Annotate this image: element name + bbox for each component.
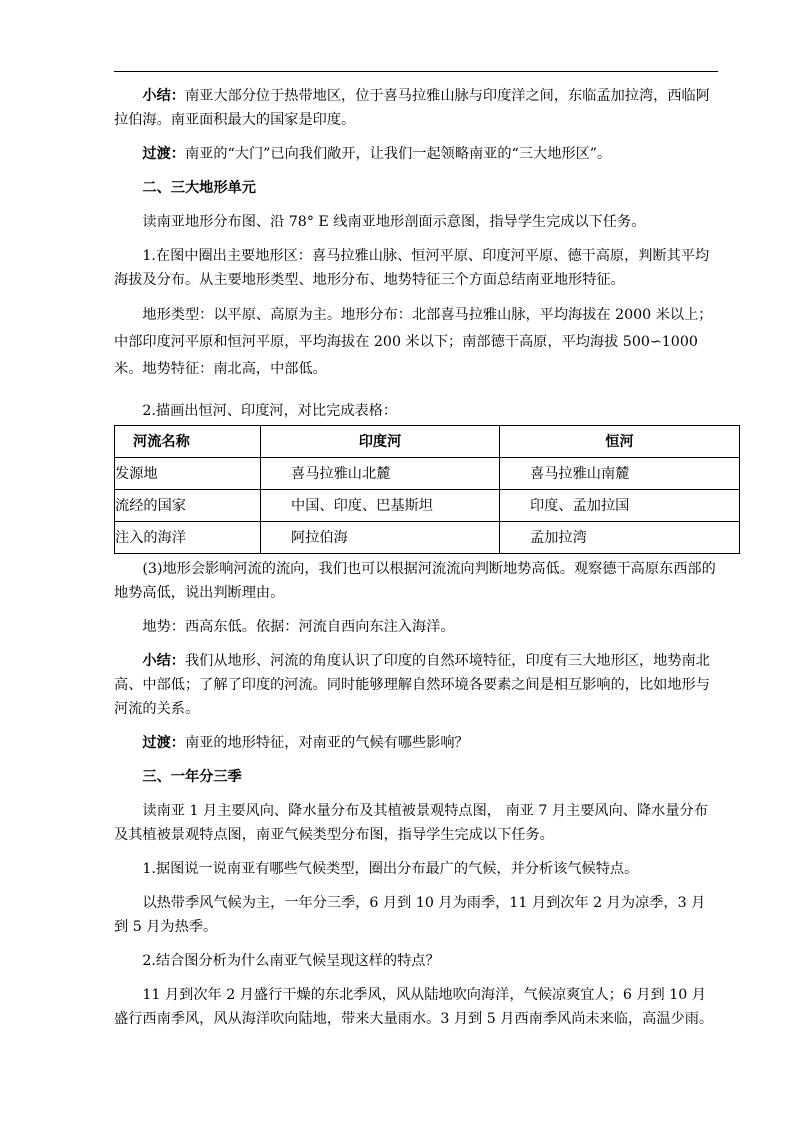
terrain-task-3: (3)地形会影响河流的流向，我们也可以根据河流流向判断地势高低。观察德干高原东西部的地势高低，说出判断理由。 xyxy=(114,561,716,601)
header-rule xyxy=(114,71,718,72)
climate-task-2: 2.结合图分析为什么南亚气候呈现这样的特点？ xyxy=(142,953,440,969)
terrain-intro: 读南亚地形分布图、沿 78° E 线南亚地形剖面示意图，指导学生完成以下任务。 xyxy=(142,214,646,230)
table-header-cell: 河流名称 xyxy=(115,426,261,458)
summary-paragraph xyxy=(114,84,718,132)
transition-label: 过渡： xyxy=(142,146,185,162)
table-cell: 阿拉伯海 xyxy=(261,522,500,554)
table-cell: 喜马拉雅山南麓 xyxy=(500,458,740,490)
table-row xyxy=(115,458,740,490)
climate-task-1: 1.据图说一说南亚有哪些气候类型，圈出分布最广的气候，并分析该气候特点。 xyxy=(142,861,639,877)
table-cell: 喜马拉雅山北麓 xyxy=(261,458,500,490)
summary-label: 小结： xyxy=(142,88,185,104)
terrain-answer-3: 地势：西高东低。依据：河流自西向东注入海洋。 xyxy=(142,619,455,635)
summary-text: 南亚大部分位于热带地区，位于喜马拉雅山脉与印度洋之间，东临孟加拉湾，西临阿拉伯海。南亚面积最大的国家是印度。 xyxy=(114,88,710,128)
summary-text: 我们从地形、河流的角度认识了印度的自然环境特征，印度有三大地形区，地势南北高、中部低；了解了印度的河流。同时能够理解自然环境各要素之间是相互影响的，比如地形与河流的关系。 xyxy=(114,653,710,717)
terrain-answer-1: 地形类型：以平原、高原为主。地形分布：北部喜马拉雅山脉，平均海拔在 2000 米以上；中部印度河平原和恒河平原，平均海拔在 200 米以下；南部德干高原，平均海拔 500∽1000 米。地势特征：南北高，中部低。 xyxy=(114,307,713,377)
table-cell: 流经的国家 xyxy=(115,490,261,522)
summary-paragraph xyxy=(114,649,718,721)
summary-label: 小结： xyxy=(142,653,185,669)
terrain-task-2: 2.描画出恒河、印度河，对比完成表格： xyxy=(142,403,398,419)
climate-answer-2: 11 月到次年 2 月盛行干燥的东北季风，风从陆地吹向海洋，气候凉爽宜人；6 月到 10 月盛行西南季风，风从海洋吹向陆地，带来大量雨水。3 月到 5 月西南季风尚未来临，高温少雨。 xyxy=(114,987,714,1027)
section-heading-terrain: 二、三大地形单元 xyxy=(142,180,256,196)
table-header-row xyxy=(115,426,740,458)
table-cell: 注入的海洋 xyxy=(115,522,261,554)
river-comparison-table xyxy=(114,425,740,554)
table-cell: 印度、孟加拉国 xyxy=(500,490,740,522)
transition-text: 南亚的地形特征，对南亚的气候有哪些影响？ xyxy=(184,735,469,751)
section-heading-climate: 三、一年分三季 xyxy=(142,769,242,785)
terrain-task-1: 1.在图中圈出主要地形区：喜马拉雅山脉、恒河平原、印度河平原、德干高原，判断其平均海拔及分布。从主要地形类型、地形分布、地势特征三个方面总结南亚地形特征。 xyxy=(114,248,710,288)
table-cell: 中国、印度、巴基斯坦 xyxy=(261,490,500,522)
table-row xyxy=(115,490,740,522)
table-cell: 孟加拉湾 xyxy=(500,522,740,554)
transition-text: 南亚的“大门”已向我们敞开，让我们一起领略南亚的“三大地形区”。 xyxy=(184,146,612,162)
table-cell: 发源地 xyxy=(115,458,261,490)
climate-intro: 读南亚 1 月主要风向、降水量分布及其植被景观特点图， 南亚 7 月主要风向、降水量分布及其植被景观特点图，南亚气候类型分布图，指导学生完成以下任务。 xyxy=(114,803,708,843)
transition-paragraph xyxy=(114,731,718,755)
table-row xyxy=(115,522,740,554)
table-header-cell: 恒河 xyxy=(500,426,740,458)
transition-paragraph xyxy=(114,142,718,166)
document-body xyxy=(114,84,718,1031)
table-header-cell: 印度河 xyxy=(261,426,500,458)
climate-answer-1: 以热带季风气候为主，一年分三季，6 月到 10 月为雨季，11 月到次年 2 月为凉季，3 月到 5 月为热季。 xyxy=(114,895,706,935)
transition-label: 过渡： xyxy=(142,735,185,751)
